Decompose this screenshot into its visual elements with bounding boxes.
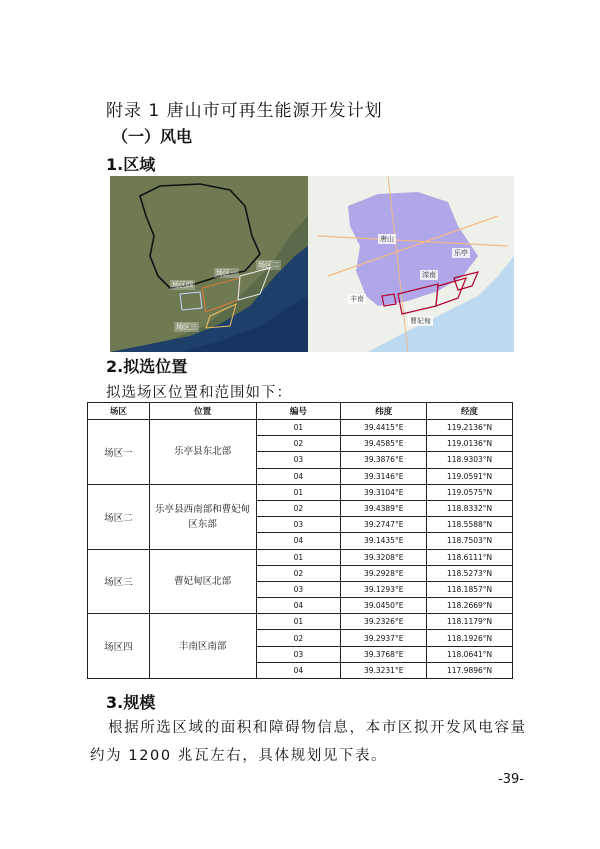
- subsection-title: （一）风电: [112, 127, 193, 146]
- point-longitude: 118.5588°N: [427, 517, 513, 533]
- map-label-site3: 场区三: [176, 323, 197, 331]
- point-number: 02: [256, 500, 341, 516]
- road-label-luannan: 滦南: [422, 271, 436, 279]
- road-label-caofeidian: 曹妃甸: [410, 317, 431, 325]
- point-latitude: 39.3231°E: [341, 662, 427, 678]
- point-number: 01: [256, 614, 341, 630]
- page-number: -39-: [498, 772, 524, 787]
- point-latitude: 39.2928°E: [341, 565, 427, 581]
- map-label-site2: 场区二: [258, 261, 279, 269]
- point-latitude: 39.4415°E: [341, 420, 427, 436]
- point-number: 02: [256, 630, 341, 646]
- point-longitude: 119.0575°N: [427, 484, 513, 500]
- point-latitude: 39.2747°E: [341, 517, 427, 533]
- road-map: [308, 176, 514, 352]
- point-number: 01: [256, 549, 341, 565]
- point-number: 01: [256, 420, 341, 436]
- header-location: 位置: [149, 403, 256, 420]
- table-row: [88, 614, 513, 630]
- map-label-site4: 场区四: [172, 281, 193, 289]
- point-number: 01: [256, 484, 341, 500]
- section-heading-scale: 3.规模: [106, 693, 156, 712]
- site-area: 场区三: [88, 549, 150, 614]
- section-heading-location: 2.拟选位置: [106, 357, 188, 376]
- point-latitude: 39.3208°E: [341, 549, 427, 565]
- point-number: 03: [256, 517, 341, 533]
- point-latitude: 39.2937°E: [341, 630, 427, 646]
- point-longitude: 118.0641°N: [427, 646, 513, 662]
- site-location: 丰南区南部: [149, 614, 256, 679]
- site-area: 场区二: [88, 484, 150, 549]
- point-number: 03: [256, 646, 341, 662]
- point-number: 02: [256, 565, 341, 581]
- site-location: 乐亭县西南部和曹妃甸区东部: [149, 484, 256, 549]
- point-longitude: 119.0136°N: [427, 436, 513, 452]
- point-longitude: 118.7503°N: [427, 533, 513, 549]
- road-label-tangshan: 唐山: [380, 235, 394, 243]
- appendix-title: 附录 1 唐山市可再生能源开发计划: [106, 101, 383, 121]
- site-location: 曹妃甸区北部: [149, 549, 256, 614]
- point-longitude: 118.6111°N: [427, 549, 513, 565]
- site-location: 乐亭县东北部: [149, 420, 256, 485]
- point-longitude: 118.1179°N: [427, 614, 513, 630]
- road-label-fengnan: 丰南: [350, 295, 364, 303]
- point-latitude: 39.3768°E: [341, 646, 427, 662]
- point-longitude: 117.9896°N: [427, 662, 513, 678]
- point-latitude: 39.0450°E: [341, 598, 427, 614]
- point-longitude: 118.9303°N: [427, 452, 513, 468]
- table-row: [88, 484, 513, 500]
- point-latitude: 39.4389°E: [341, 500, 427, 516]
- road-label-laoting: 乐亭: [454, 249, 468, 257]
- header-area: 场区: [88, 403, 150, 420]
- point-number: 03: [256, 581, 341, 597]
- point-longitude: 118.2669°N: [427, 598, 513, 614]
- section-heading-region: 1.区域: [106, 155, 156, 174]
- point-longitude: 119.0591°N: [427, 468, 513, 484]
- map-label-site1: 场区一: [216, 269, 237, 277]
- header-number: 编号: [256, 403, 341, 420]
- point-number: 03: [256, 452, 341, 468]
- point-number: 04: [256, 533, 341, 549]
- scale-paragraph-line2: 约为 1200 兆瓦左右，具体规划见下表。: [90, 748, 388, 764]
- table-row: [88, 549, 513, 565]
- point-number: 04: [256, 468, 341, 484]
- point-number: 04: [256, 598, 341, 614]
- point-latitude: 39.2326°E: [341, 614, 427, 630]
- region-maps: [110, 176, 514, 352]
- site-area: 场区四: [88, 614, 150, 679]
- table-header-row: [88, 403, 513, 420]
- scale-paragraph-line1: 根据所选区域的面积和障碍物信息，本市区拟开发风电容量: [108, 720, 527, 736]
- point-latitude: 39.4585°E: [341, 436, 427, 452]
- table-intro: 拟选场区位置和范围如下：: [106, 385, 292, 401]
- site-area: 场区一: [88, 420, 150, 485]
- point-longitude: 119.2136°N: [427, 420, 513, 436]
- point-latitude: 39.3876°E: [341, 452, 427, 468]
- header-latitude: 纬度: [341, 403, 427, 420]
- point-longitude: 118.1857°N: [427, 581, 513, 597]
- point-longitude: 118.5273°N: [427, 565, 513, 581]
- point-number: 02: [256, 436, 341, 452]
- table-row: [88, 420, 513, 436]
- header-longitude: 经度: [427, 403, 513, 420]
- point-latitude: 39.1293°E: [341, 581, 427, 597]
- satellite-map: [110, 176, 308, 352]
- point-latitude: 39.3104°E: [341, 484, 427, 500]
- point-longitude: 118.8332°N: [427, 500, 513, 516]
- point-latitude: 39.1435°E: [341, 533, 427, 549]
- site-table: [87, 402, 513, 679]
- point-longitude: 118.1926°N: [427, 630, 513, 646]
- point-number: 04: [256, 662, 341, 678]
- point-latitude: 39.3146°E: [341, 468, 427, 484]
